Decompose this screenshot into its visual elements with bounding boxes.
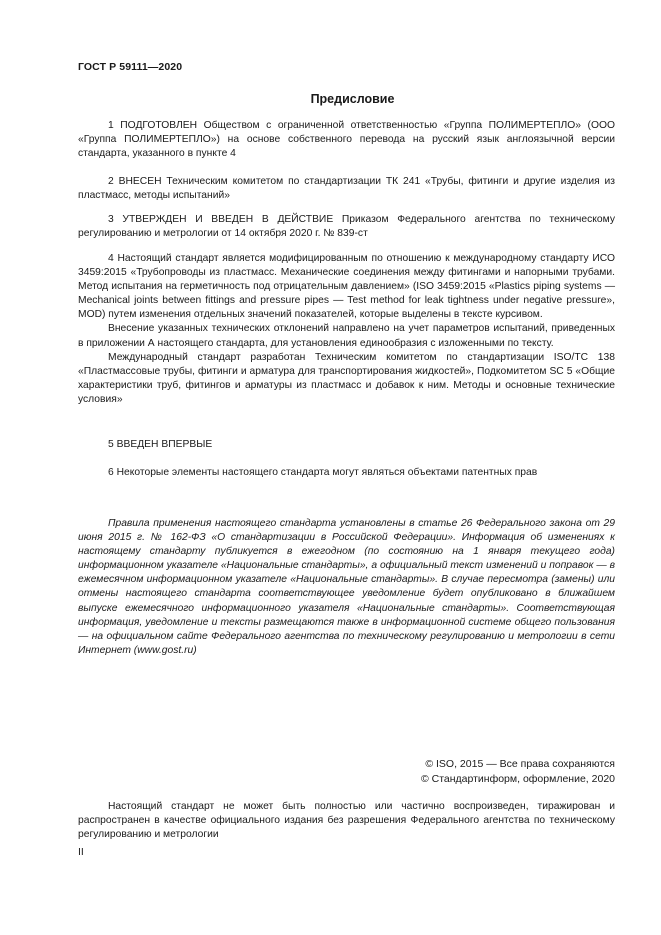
page-number: II [78,846,84,858]
item-6-text: 6 Некоторые элементы настоящего стандарта могут являться объектами патентных прав [108,467,538,478]
item-1-text: 1 ПОДГОТОВЛЕН Обществом с ограниченной ответственностью «Группа ПОЛИМЕРТЕПЛО» (ООО «Группа ПОЛИМЕРТЕПЛО») на основе собственного перевода на русский язык англоязычной версии стандарта, указанного в пункте 4 [78,120,615,160]
copyright-block [421,757,615,787]
item-6 [78,466,615,480]
copyright-standartinform: © Стандартинформ, оформление, 2020 [420,773,615,785]
application-rules-text: Правила применения настоящего стандарта установлены в статье 26 Федерального закона от 29 июня 2015 г. № 162-ФЗ «О стандартизации в Российской Федерации». Информация об изменениях к настоящему стандарту публикуется в ежегодном (по состоянию на 1 января текущего года) информационном указателе «Национальные стандарты», а официальный текст изменений и поправок — в ежемесячном информационном указателе «Национальные стандарты». В случае пересмотра (замены) или отмены настоящего стандарта соответствующее уведомление будет опубликовано в ближайшем выпуске ежемесячного информационного указателя «Национальные стандарты». Соответствующая информация, уведомление и тексты размещаются также в информационной системе общего пользования — на официальном сайте Федерального агентства по техническому регулированию и метрологии в сети Интернет (www.gost.ru) [78,518,615,656]
item-3 [78,213,615,241]
item-4-origin-text: Международный стандарт разработан Техническим комитетом по стандартизации ISO/TC 138 «Пластмассовые трубы, фитинги и арматура для транспортирования жидкостей», Подкомитетом SC 5 «Общие характеристики труб, фитингов и арматуры из пластмасс и добавок к ним. Методы и основные технические условия» [78,351,615,405]
page-title: Предисловие [310,92,395,106]
document-code: ГОСТ Р 59111—2020 [78,61,183,73]
item-3-text: 3 УТВЕРЖДЕН И ВВЕДЕН В ДЕЙСТВИЕ Приказом Федерального агентства по техническому регулированию и метрологии от 14 октября 2020 г. № 839-ст [78,214,615,240]
application-rules-note [78,517,615,658]
item-4 [78,252,615,407]
item-5-text: 5 ВВЕДЕН ВПЕРВЫЕ [108,439,213,450]
item-2-text: 2 ВНЕСЕН Техническим комитетом по стандартизации ТК 241 «Трубы, фитинги и другие изделия из пластмасс, методы испытаний» [78,176,615,202]
item-4-text: 4 Настоящий стандарт является модифицированным по отношению к международному стандарту ИСО 3459:2015 «Трубопроводы из пластмасс. Механические соединения между фитингами и напорными трубами. Метод испытания на герметичность под отрицательным давлением» (ISO 3459:2015 «Plastics piping systems — Mechanical joints between fittings and pressure pipes — Test method for leak tightness under negative pressure», MOD) путем изменения отдельных значений показателей, которые выделены в тексте курсивом. [78,253,615,321]
item-1 [78,119,615,161]
item-4-deviation-text: Внесение указанных технических отклонений направлено на учет параметров испытаний, приведенных в приложении А настоящего стандарта, для установления единообразия с изложенными по тексту. [78,323,615,349]
item-5 [78,438,615,452]
item-2 [78,175,615,203]
reproduction-notice [78,800,615,842]
reproduction-notice-text: Настоящий стандарт не может быть полностью или частично воспроизведен, тиражирован и распространен в качестве официального издания без разрешения Федерального агентства по техническому регулированию и метрологии [78,801,615,841]
copyright-iso: © ISO, 2015 — Все права сохраняются [425,758,615,770]
